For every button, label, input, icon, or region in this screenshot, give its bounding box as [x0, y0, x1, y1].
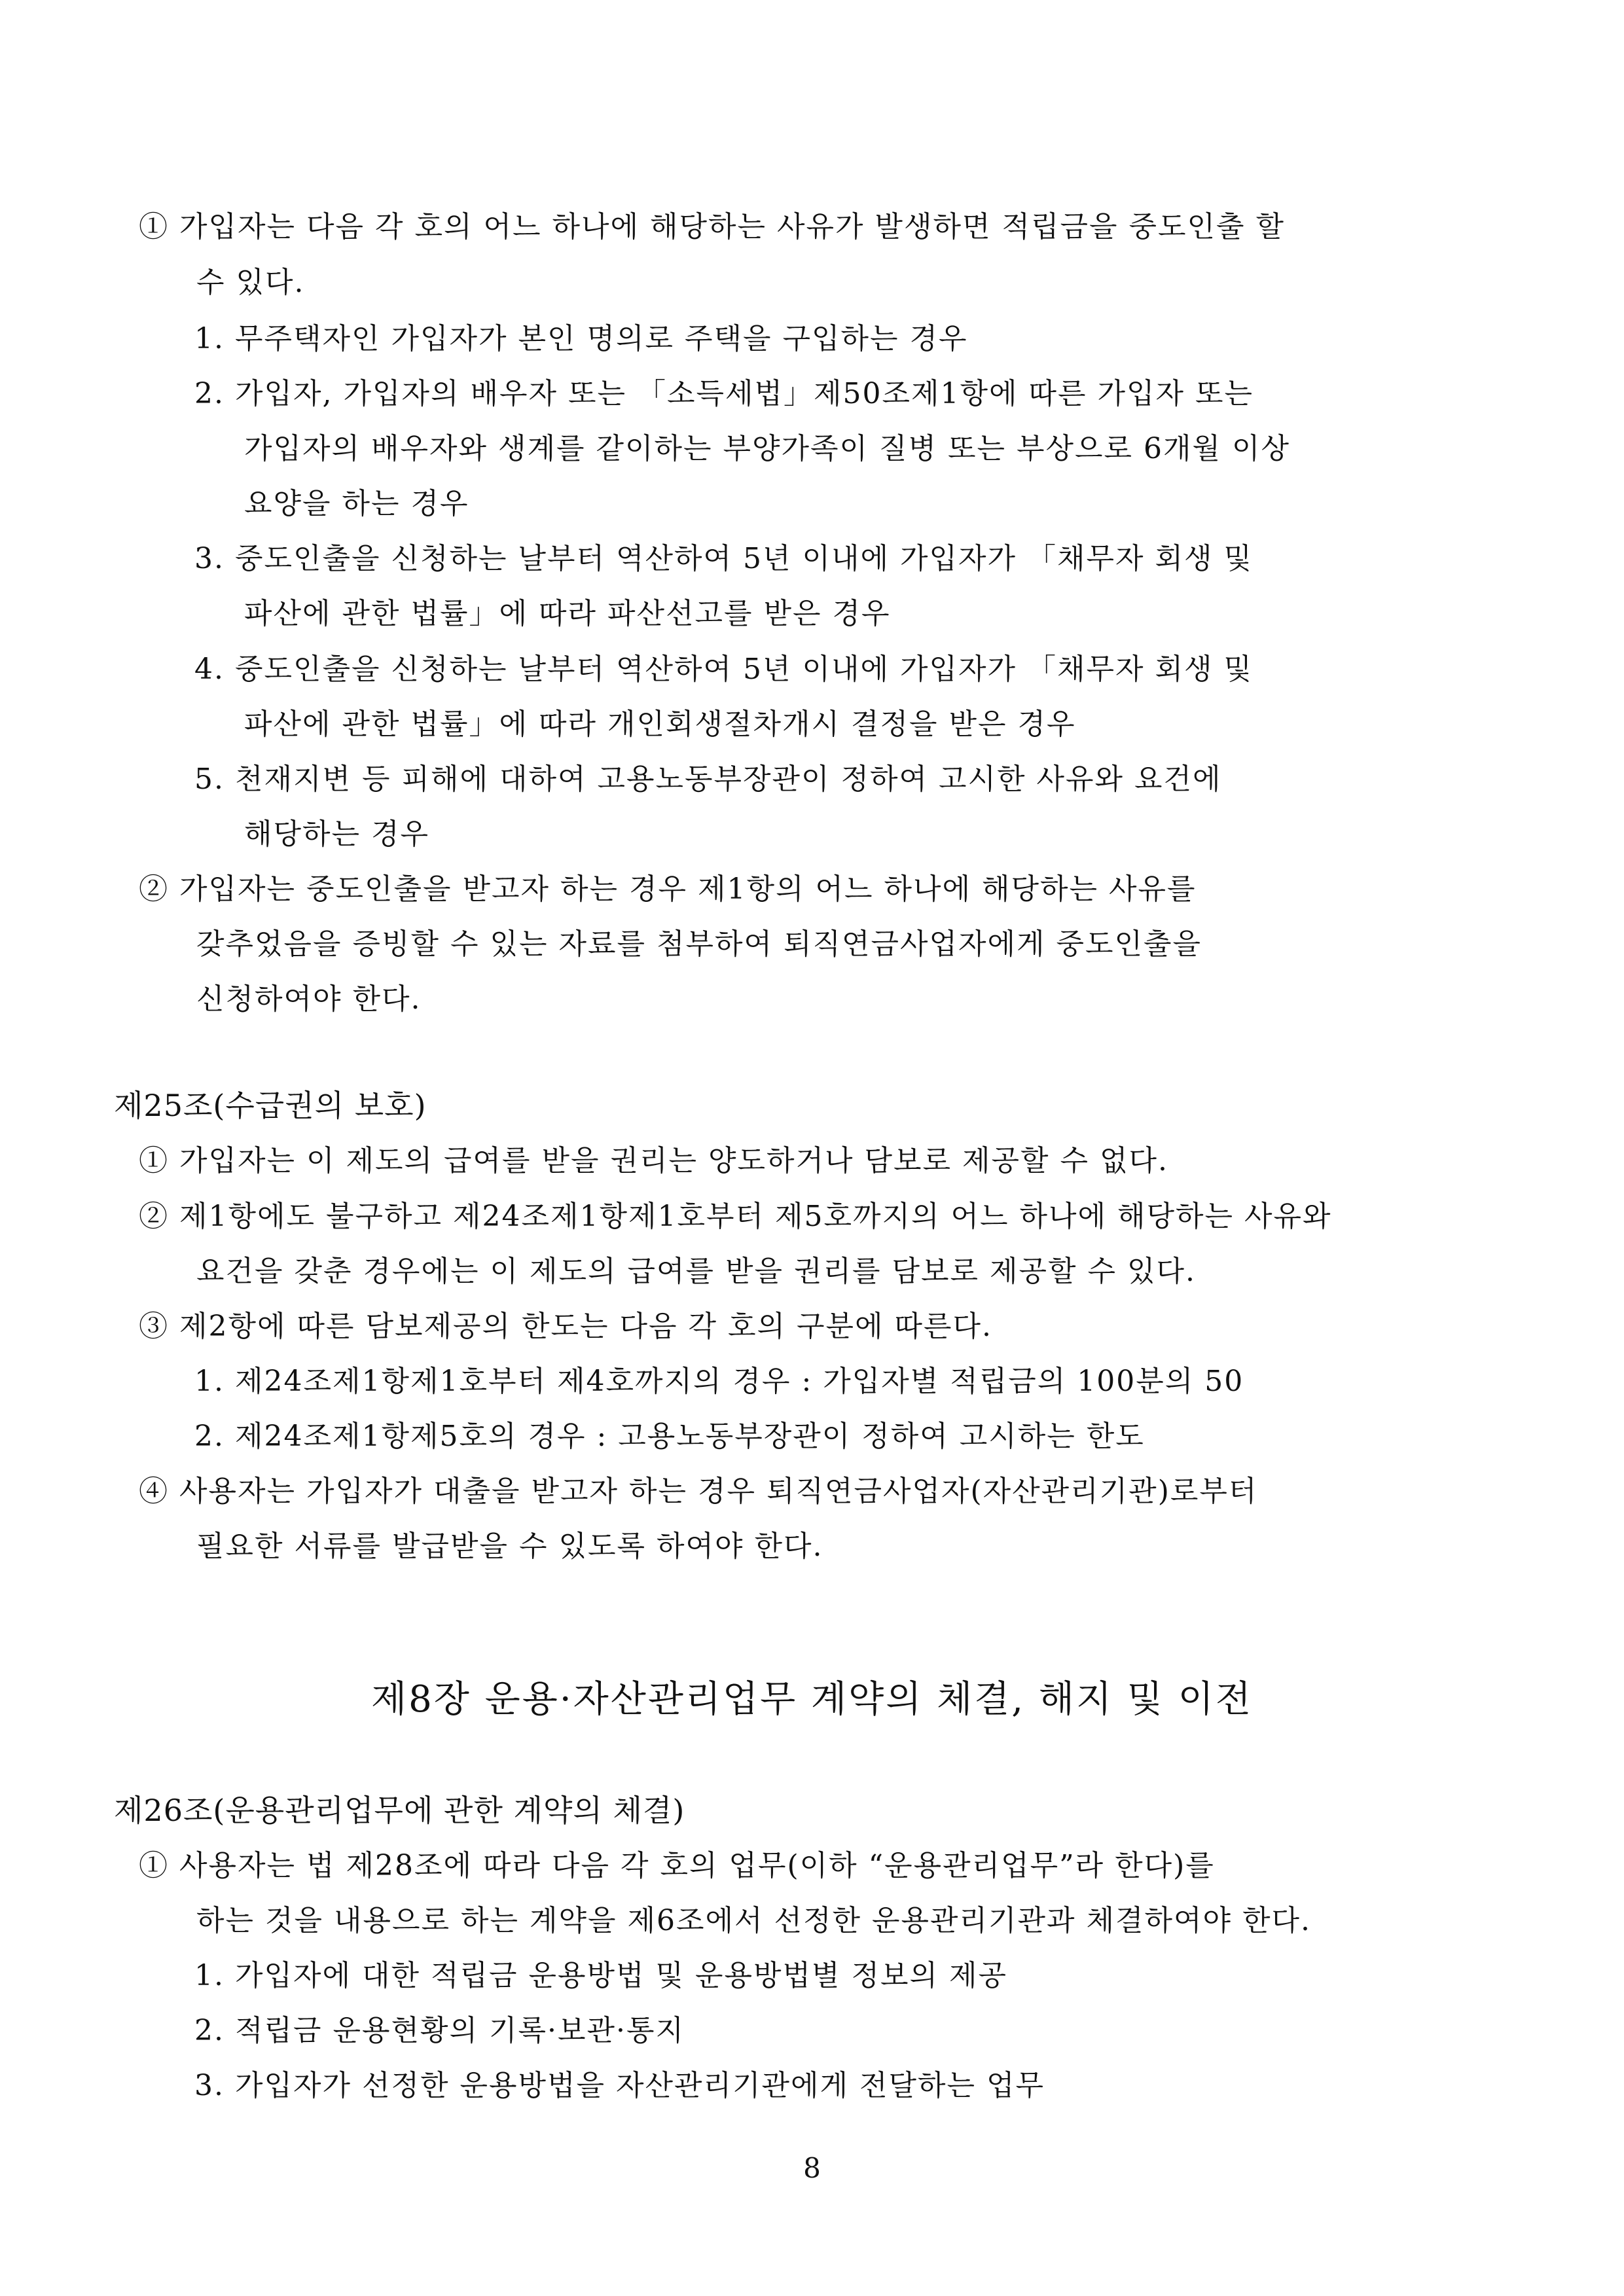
article26-title: 제26조(운용관리업무에 관한 계약의 체결) — [114, 1793, 685, 1828]
article26-p1-item3: 3. 가입자가 선정한 운용방법을 자산관리기관에게 전달하는 업무 — [194, 2069, 1045, 2102]
chapter8-title: 제8장 운용·자산관리업무 계약의 체결, 해지 및 이전 — [371, 1678, 1253, 1721]
article24-item2-line3: 요양을 하는 경우 — [244, 487, 469, 520]
article24-item3-line1: 3. 중도인출을 신청하는 날부터 역산하여 5년 이내에 가입자가 「채무자 회생 및 — [194, 542, 1253, 575]
article24-p1-line1: ① 가입자는 다음 각 호의 어느 하나에 해당하는 사유가 발생하면 적립금을 중도인출 할 — [139, 210, 1285, 243]
article25-p3-line1: ③ 제2항에 따른 담보제공의 한도는 다음 각 호의 구분에 따른다. — [139, 1310, 992, 1343]
article26-p1-item1: 1. 가입자에 대한 적립금 운용방법 및 운용방법별 정보의 제공 — [194, 1959, 1007, 1992]
article24-item2-line2: 가입자의 배우자와 생계를 같이하는 부양가족이 질병 또는 부상으로 6개월 이상 — [244, 432, 1290, 465]
article25-p1: ① 가입자는 이 제도의 급여를 받을 권리는 양도하거나 담보로 제공할 수 없다. — [139, 1144, 1168, 1177]
article26-p1-line1: ① 사용자는 법 제28조에 따라 다음 각 호의 업무(이하 “운용관리업무”라 한다)를 — [139, 1849, 1215, 1882]
article25-p2-line2: 요건을 갖춘 경우에는 이 제도의 급여를 받을 권리를 담보로 제공할 수 있다. — [196, 1255, 1196, 1288]
article25-p4-line2: 필요한 서류를 발급받을 수 있도록 하여야 한다. — [196, 1530, 823, 1563]
article25-p2-line1: ② 제1항에도 불구하고 제24조제1항제1호부터 제5호까지의 어느 하나에 해당하는 사유와 — [139, 1200, 1332, 1233]
article24-item3-line2: 파산에 관한 법률」에 따라 파산선고를 받은 경우 — [244, 597, 891, 630]
article25-title: 제25조(수급권의 보호) — [114, 1088, 427, 1123]
article24-item5-line2: 해당하는 경우 — [244, 817, 430, 851]
article26-p1-item2: 2. 적립금 운용현황의 기록·보관·통지 — [194, 2014, 685, 2047]
article26-p1-line2: 하는 것을 내용으로 하는 계약을 제6조에서 선정한 운용관리기관과 체결하여야 한다. — [196, 1904, 1311, 1937]
article24-item5-line1: 5. 천재지변 등 피해에 대하여 고용노동부장관이 정하여 고시한 사유와 요건에 — [194, 762, 1222, 796]
article24-p2-line2: 갖추었음을 증빙할 수 있는 자료를 첨부하여 퇴직연금사업자에게 중도인출을 — [196, 927, 1202, 961]
article24-p2-line1: ② 가입자는 중도인출을 받고자 하는 경우 제1항의 어느 하나에 해당하는 사유를 — [139, 872, 1197, 906]
article24-item4-line2: 파산에 관한 법률」에 따라 개인회생절차개시 결정을 받은 경우 — [244, 708, 1076, 741]
page-number: 8 — [803, 2152, 821, 2184]
article25-p4-line1: ④ 사용자는 가입자가 대출을 받고자 하는 경우 퇴직연금사업자(자산관리기관)로부터 — [139, 1475, 1258, 1508]
article24-item4-line1: 4. 중도인출을 신청하는 날부터 역산하여 5년 이내에 가입자가 「채무자 회생 및 — [194, 653, 1253, 686]
article24-item1: 1. 무주택자인 가입자가 본인 명의로 주택을 구입하는 경우 — [194, 322, 968, 355]
article24-p2-line3: 신청하여야 한다. — [196, 982, 422, 1016]
article25-p3-item2: 2. 제24조제1항제5호의 경우 : 고용노동부장관이 정하여 고시하는 한도 — [194, 1420, 1145, 1453]
article24-p1-line2: 수 있다. — [196, 266, 305, 299]
article25-p3-item1: 1. 제24조제1항제1호부터 제4호까지의 경우 : 가입자별 적립금의 100분의 50 — [194, 1365, 1244, 1398]
article24-item2-line1: 2. 가입자, 가입자의 배우자 또는 「소득세법」제50조제1항에 따른 가입자 또는 — [194, 377, 1254, 410]
